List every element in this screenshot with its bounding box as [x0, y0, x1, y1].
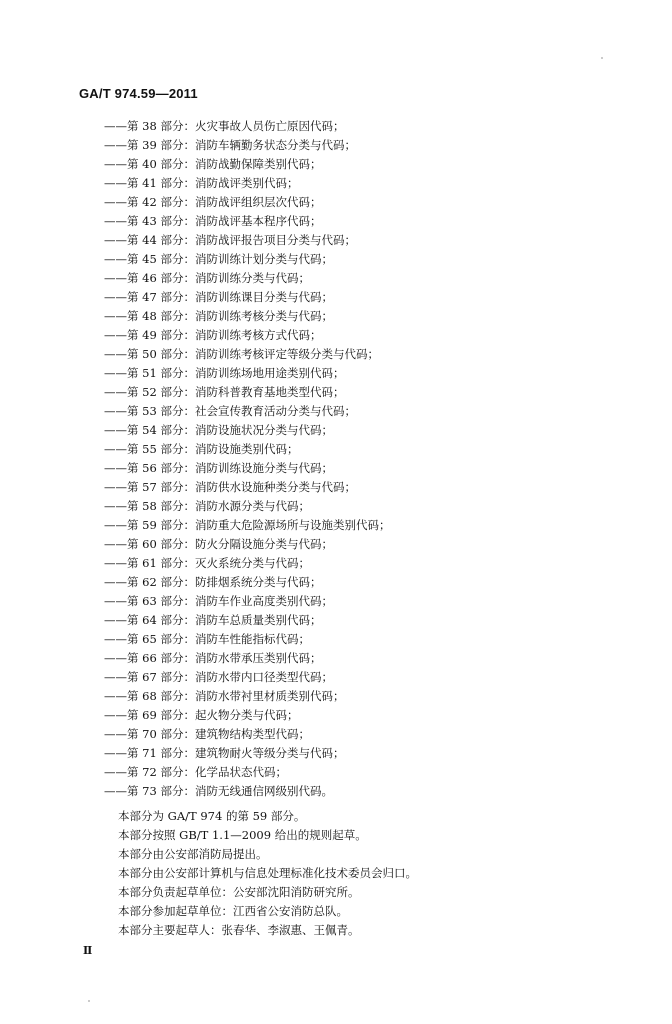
list-item: ——第 53 部分：社会宣传教育活动分类与代码；: [104, 404, 356, 418]
list-item: ——第 65 部分：消防车性能指标代码；: [104, 632, 310, 646]
list-item: ——第 70 部分：建筑物结构类型代码；: [104, 727, 310, 741]
list-item: ——第 40 部分：消防战勤保障类别代码；: [104, 157, 322, 171]
list-item: ——第 71 部分：建筑物耐火等级分类与代码；: [104, 746, 345, 760]
list-item: ——第 73 部分：消防无线通信网级别代码。: [104, 784, 333, 798]
list-item: ——第 47 部分：消防训练课目分类与代码；: [104, 290, 333, 304]
list-item: ——第 69 部分：起火物分类与代码；: [104, 708, 299, 722]
page-number: II: [83, 944, 92, 957]
list-item: ——第 39 部分：消防车辆勤务状态分类与代码；: [104, 138, 356, 152]
list-item: ——第 66 部分：消防水带承压类别代码；: [104, 651, 322, 665]
list-item: ——第 63 部分：消防车作业高度类别代码；: [104, 594, 333, 608]
list-item: ——第 68 部分：消防水带衬里材质类别代码；: [104, 689, 345, 703]
list-item: ——第 43 部分：消防战评基本程序代码；: [104, 214, 322, 228]
parts-list: [104, 117, 390, 801]
note-paragraph: 本部分为 GA/T 974 的第 59 部分。: [118, 809, 306, 823]
list-item: ——第 59 部分：消防重大危险源场所与设施类别代码；: [104, 518, 391, 532]
note-paragraph: 本部分主要起草人：张春华、李淑惠、王佩青。: [118, 923, 360, 937]
list-item: ——第 54 部分：消防设施状况分类与代码；: [104, 423, 333, 437]
list-item: ——第 38 部分：火灾事故人员伤亡原因代码；: [104, 119, 345, 133]
list-item: ——第 64 部分：消防车总质量类别代码；: [104, 613, 322, 627]
list-item: ——第 57 部分：消防供水设施种类分类与代码；: [104, 480, 356, 494]
foreword-notes: [118, 807, 417, 940]
scan-speck: [601, 57, 603, 59]
list-item: ——第 52 部分：消防科普教育基地类型代码；: [104, 385, 345, 399]
list-item: ——第 42 部分：消防战评组织层次代码；: [104, 195, 322, 209]
list-item: ——第 50 部分：消防训练考核评定等级分类与代码；: [104, 347, 379, 361]
scan-speck: [88, 1000, 90, 1002]
list-item: ——第 46 部分：消防训练分类与代码；: [104, 271, 310, 285]
list-item: ——第 48 部分：消防训练考核分类与代码；: [104, 309, 333, 323]
note-paragraph: 本部分由公安部消防局提出。: [118, 847, 268, 861]
list-item: ——第 56 部分：消防训练设施分类与代码；: [104, 461, 333, 475]
list-item: ——第 67 部分：消防水带内口径类型代码；: [104, 670, 333, 684]
list-item: ——第 49 部分：消防训练考核方式代码；: [104, 328, 322, 342]
list-item: ——第 51 部分：消防训练场地用途类别代码；: [104, 366, 345, 380]
list-item: ——第 60 部分：防火分隔设施分类与代码；: [104, 537, 333, 551]
list-item: ——第 58 部分：消防水源分类与代码；: [104, 499, 310, 513]
note-paragraph: 本部分由公安部计算机与信息处理标准化技术委员会归口。: [118, 866, 417, 880]
list-item: ——第 41 部分：消防战评类别代码；: [104, 176, 299, 190]
list-item: ——第 45 部分：消防训练计划分类与代码；: [104, 252, 333, 266]
list-item: ——第 55 部分：消防设施类别代码；: [104, 442, 299, 456]
list-item: ——第 61 部分：灭火系统分类与代码；: [104, 556, 310, 570]
note-paragraph: 本部分按照 GB/T 1.1—2009 给出的规则起草。: [118, 828, 367, 842]
standard-header: GA/T 974.59—2011: [79, 86, 198, 101]
note-paragraph: 本部分负责起草单位：公安部沈阳消防研究所。: [118, 885, 360, 899]
list-item: ——第 72 部分：化学品状态代码；: [104, 765, 287, 779]
list-item: ——第 44 部分：消防战评报告项目分类与代码；: [104, 233, 356, 247]
note-paragraph: 本部分参加起草单位：江西省公安消防总队。: [118, 904, 348, 918]
list-item: ——第 62 部分：防排烟系统分类与代码；: [104, 575, 322, 589]
